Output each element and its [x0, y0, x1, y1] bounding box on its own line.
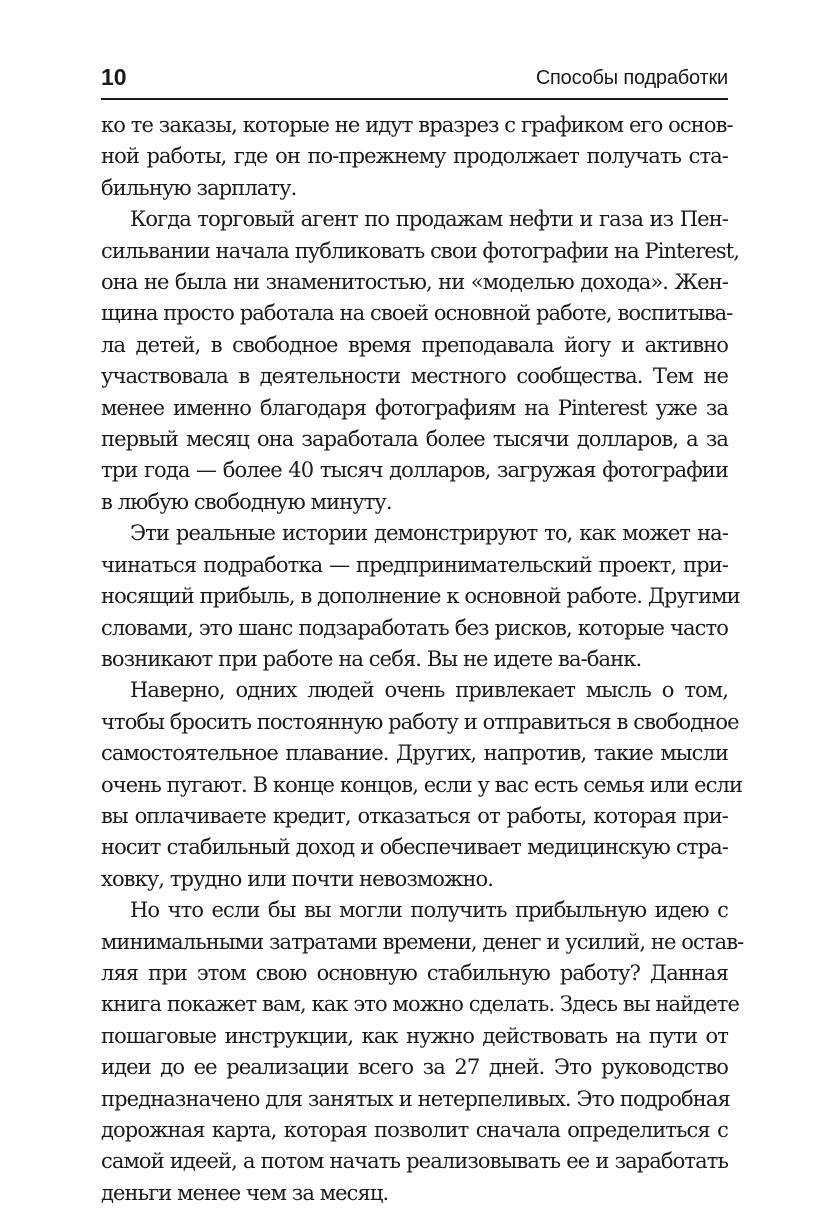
page-number: 10 [101, 64, 127, 90]
paragraph [101, 204, 740, 518]
text-line: Эти реальные истории демонстрируют то, как может на- [130, 521, 728, 546]
text-line: ко те заказы, которые не идут вразрез с графиком его основ- [101, 113, 733, 137]
paragraph [101, 110, 733, 204]
text-line: идеи до ее реализации всего за 27 дней. Это руководство [101, 1055, 728, 1080]
text-line: пошаговые инструкции, как нужно действовать на пути от [101, 1023, 728, 1048]
text-line: деньги менее чем за месяц. [101, 1180, 389, 1205]
text-line: она не была ни знаменитостью, ни «моделью дохода». Жен- [101, 270, 728, 295]
paragraph [101, 518, 740, 675]
text-line: предназначено для занятых и нетерпеливых. Это подробная [101, 1086, 730, 1111]
text-line: словами, это шанс подзаработать без рисков, которые часто [101, 615, 728, 640]
text-line: самостоятельное плавание. Других, напротив, такие мысли [101, 741, 728, 766]
text-line: носит стабильный доход и обеспечивает медицинскую стра- [101, 835, 728, 860]
text-line: самой идеей, а потом начать реализовывать ее и заработать [101, 1149, 728, 1174]
text-line: щина просто работала на своей основной работе, воспитыва- [101, 301, 733, 326]
text-line: три года — более 40 тысяч долларов, загружая фотографии [101, 458, 728, 483]
text-line: чинаться подработка — предпринимательский проект, при- [101, 552, 728, 577]
paragraph [101, 675, 743, 895]
text-line: ной работы, где он по-прежнему продолжает получать ста- [101, 144, 728, 169]
text-line: менее именно благодаря фотографиям на Pinterest уже за [101, 395, 728, 420]
text-line: бильную зарплату. [101, 175, 297, 200]
running-head [101, 62, 728, 100]
text-line: Но что если бы вы могли получить прибыльную идею с [130, 898, 728, 923]
paragraph [101, 895, 744, 1209]
text-line: ляя при этом свою основную стабильную работу? Данная [101, 960, 728, 985]
text-line: ла детей, в свободное время преподавала йогу и активно [101, 332, 728, 357]
text-line: минимальными затратами времени, денег и усилий, не остав- [101, 929, 744, 954]
text-line: участвовала в деятельности местного сообщества. Тем не [101, 364, 728, 389]
text-line: носящий прибыль, в дополнение к основной работе. Другими [101, 584, 740, 609]
text-line: книга покажет вам, как это можно сделать. Здесь вы найдете [101, 992, 740, 1017]
text-line: дорожная карта, которая позволит сначала определиться с [101, 1118, 728, 1142]
text-line: возникают при работе на себя. Вы не идете ва-банк. [101, 646, 642, 671]
chapter-title: Способы подработки [535, 67, 728, 89]
text-line: Когда торговый агент по продажам нефти и газа из Пен- [130, 207, 728, 232]
text-line: Наверно, одних людей очень привлекает мысль о том, [130, 678, 728, 703]
text-line: чтобы бросить постоянную работу и отправиться в свободное [101, 709, 739, 734]
text-line: ховку, трудно или почти невозможно. [101, 866, 494, 891]
text-line: сильвании начала публиковать свои фотографии на Pinterest, [101, 238, 740, 263]
text-line: очень пугают. В конце концов, если у вас есть семья или если [101, 772, 743, 797]
text-line: в любую свободную минуту. [101, 489, 392, 514]
text-line: первый месяц она заработала более тысячи долларов, а за [101, 427, 728, 452]
body-text [101, 110, 744, 1209]
text-line: вы оплачиваете кредит, отказаться от работы, которая при- [101, 803, 728, 828]
